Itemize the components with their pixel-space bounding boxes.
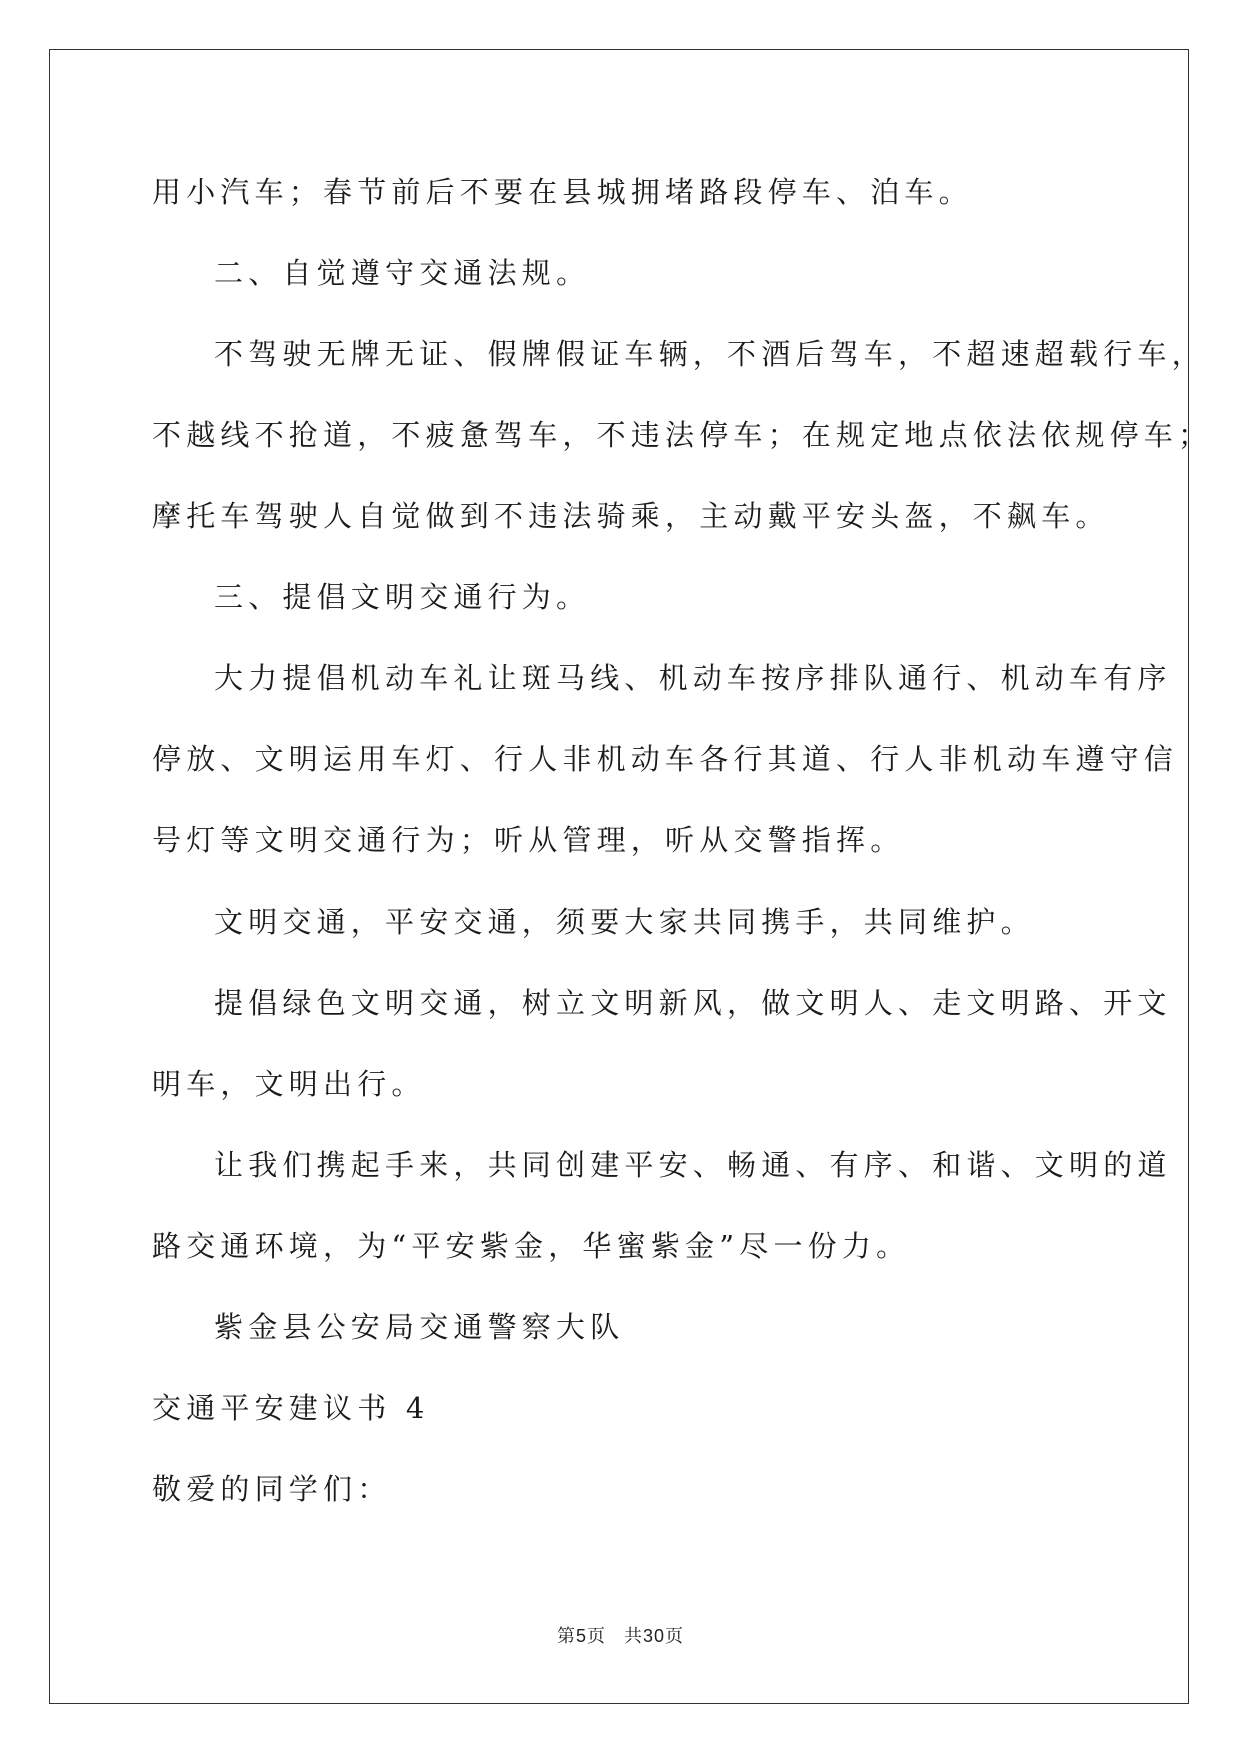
body-line: 让我们携起手来，共同创建平安、畅通、有序、和谐、文明的道 bbox=[214, 1148, 1172, 1182]
page-prefix: 第 bbox=[556, 1626, 576, 1647]
total-suffix: 页 bbox=[665, 1626, 685, 1647]
body-line: 提倡绿色文明交通，树立文明新风，做文明人、走文明路、开文 bbox=[214, 986, 1172, 1020]
document-title: 交通平安建议书 4 bbox=[152, 1391, 430, 1425]
total-prefix: 共 bbox=[623, 1626, 643, 1647]
page-number: 5 bbox=[575, 1626, 587, 1646]
body-line: 号灯等文明交通行为；听从管理，听从交警指挥。 bbox=[152, 823, 905, 857]
body-line: 不驾驶无牌无证、假牌假证车辆，不酒后驾车，不超速超载行车， bbox=[214, 337, 1206, 371]
body-line: 摩托车驾驶人自觉做到不违法骑乘，主动戴平安头盔，不飙车。 bbox=[152, 499, 1110, 533]
total-pages: 30 bbox=[642, 1626, 666, 1646]
body-line: 路交通环境，为“平安紫金，华蜜紫金”尽一份力。 bbox=[152, 1229, 911, 1263]
signature-line: 紫金县公安局交通警察大队 bbox=[214, 1310, 625, 1344]
body-line: 不越线不抢道，不疲惫驾车，不违法停车；在规定地点依法依规停车； bbox=[152, 418, 1213, 452]
section-heading-3: 三、提倡文明交通行为。 bbox=[214, 580, 591, 614]
section-heading-2: 二、自觉遵守交通法规。 bbox=[214, 256, 591, 290]
body-line: 停放、文明运用车灯、行人非机动车各行其道、行人非机动车遵守信 bbox=[152, 742, 1179, 776]
body-line: 用小汽车；春节前后不要在县城拥堵路段停车、泊车。 bbox=[152, 175, 973, 209]
page-suffix: 页 bbox=[586, 1626, 606, 1647]
body-line: 文明交通，平安交通，须要大家共同携手，共同维护。 bbox=[214, 905, 1035, 939]
page-footer bbox=[0, 1624, 1241, 1649]
page-border bbox=[49, 49, 1189, 1704]
body-line: 明车，文明出行。 bbox=[152, 1067, 426, 1101]
salutation: 敬爱的同学们： bbox=[152, 1472, 392, 1506]
body-line: 大力提倡机动车礼让斑马线、机动车按序排队通行、机动车有序 bbox=[214, 661, 1172, 695]
